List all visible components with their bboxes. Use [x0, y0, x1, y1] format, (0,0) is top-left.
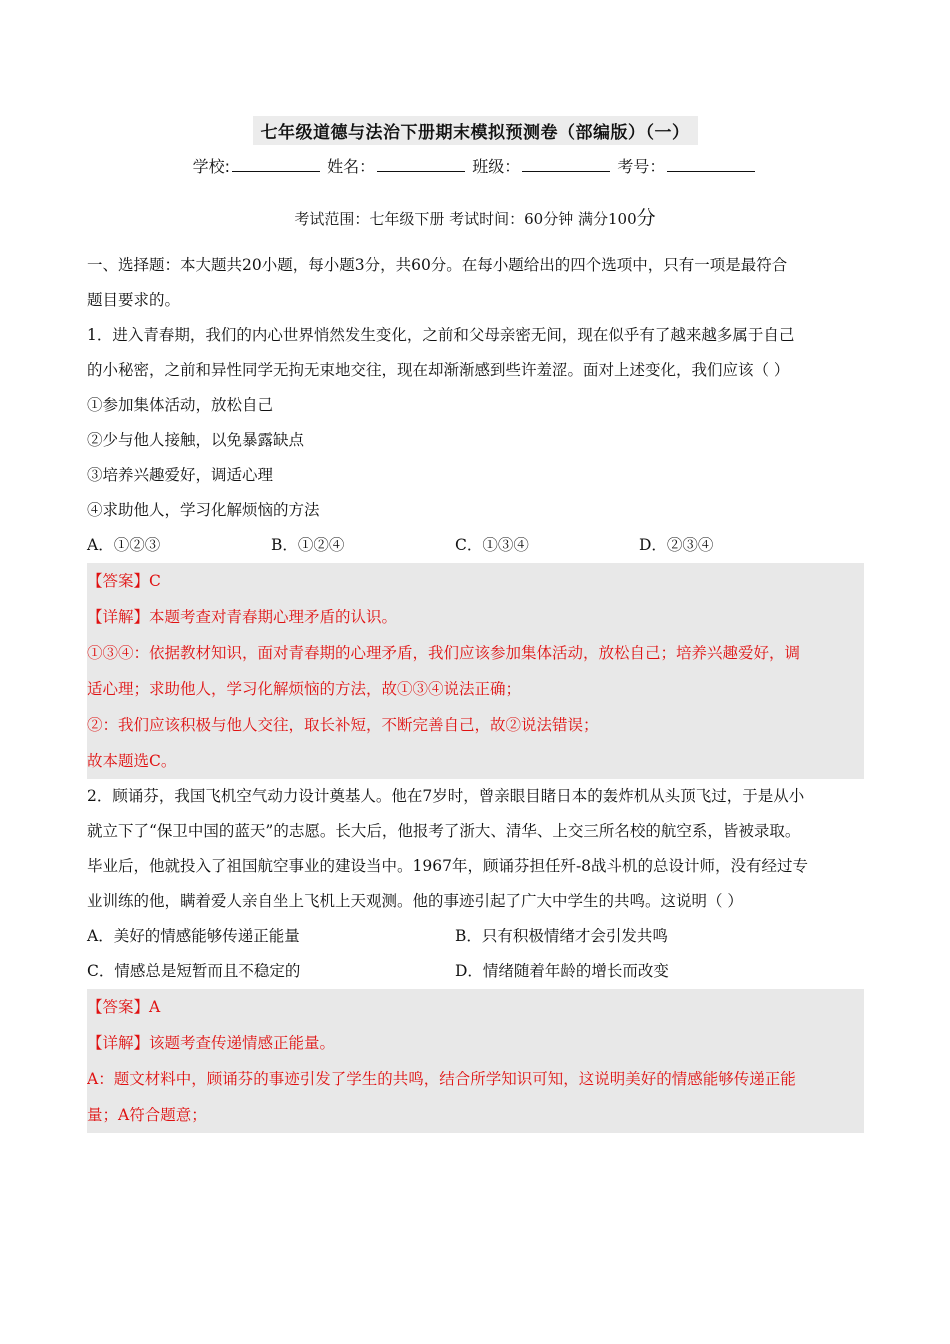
q1-item-1: ①参加集体活动，放松自己 [87, 396, 274, 414]
school-label: 学校: [192, 157, 231, 176]
q2-option-a: A．美好的情感能够传递正能量 [87, 927, 300, 945]
q2-answer: 【答案】A [87, 998, 161, 1016]
name-blank [377, 157, 465, 172]
q1-option-a: A．①②③ [87, 536, 161, 554]
q2-options-row2 [87, 954, 864, 989]
q1-explain-head: 【详解】本题考查对青春期心理矛盾的认识。 [87, 608, 398, 626]
exam-title: 七年级道德与法治下册期末模拟预测卷（部编版）（一） [253, 116, 698, 145]
q2-options-row1 [87, 919, 864, 954]
q1-item-3: ③培养兴趣爱好，调适心理 [87, 466, 274, 484]
q2-stem-line3: 毕业后，他就投入了祖国航空事业的建设当中。1967年，顾诵芬担任歼-8战斗机的总设计师，没有经过专 [87, 857, 809, 875]
q1-explain-1a: ①③④：依据教材知识，面对青春期的心理矛盾，我们应该参加集体活动，放松自己；培养兴趣爱好，调 [87, 644, 801, 662]
q2-option-d: D．情绪随着年龄的增长而改变 [455, 962, 669, 980]
class-blank [522, 157, 610, 172]
q1-explain-3: 故本题选C。 [87, 752, 177, 770]
q2-stem-line1: 2．顾诵芬，我国飞机空气动力设计奠基人。他在7岁时，曾亲眼目睹日本的轰炸机从头顶飞过，于是从小 [87, 787, 805, 805]
section-instruction-line1: 一、选择题：本大题共20小题，每小题3分，共60分。在每小题给出的四个选项中，只有一项是最符合 [87, 256, 788, 274]
q2-explain-head: 【详解】该题考查传递情感正能量。 [87, 1034, 336, 1052]
number-label: 考号： [617, 157, 666, 176]
q2-stem-line4: 业训练的他，瞒着爱人亲自坐上飞机上天观测。他的事迹引起了广大中学生的共鸣。这说明（ ） [87, 892, 743, 910]
q1-item-4: ④求助他人，学习化解烦恼的方法 [87, 501, 320, 519]
q2-option-b: B．只有积极情绪才会引发共鸣 [455, 927, 668, 945]
q1-answer-box [87, 563, 864, 779]
q1-option-c: C．①③④ [455, 536, 529, 554]
q1-explain-1b: 适心理；求助他人，学习化解烦恼的方法，故①③④说法正确； [87, 680, 522, 698]
q1-item-2: ②少与他人接触，以免暴露缺点 [87, 431, 305, 449]
q1-option-b: B．①②④ [271, 536, 345, 554]
q1-stem-line2: 的小秘密，之前和异性同学无拘无束地交往，现在却渐渐感到些许羞涩。面对上述变化，我们应该（ ） [87, 361, 790, 379]
q2-explain-1a: A：题文材料中，顾诵芬的事迹引发了学生的共鸣，结合所学知识可知，这说明美好的情感能够传递正能 [87, 1070, 796, 1088]
student-info-row [0, 154, 950, 177]
q1-explain-2: ②：我们应该积极与他人交往，取长补短，不断完善自己，故②说法错误； [87, 716, 599, 734]
exam-scope [0, 203, 950, 230]
name-label: 姓名： [327, 157, 376, 176]
q1-option-d: D．②③④ [639, 536, 714, 554]
q2-answer-box [87, 989, 864, 1133]
q1-answer: 【答案】C [87, 572, 161, 590]
school-blank [232, 157, 320, 172]
exam-content [87, 248, 864, 1133]
q2-explain-1b: 量；A符合题意； [87, 1106, 207, 1124]
exam-scope-text: 考试范围：七年级下册 考试时间：60分钟 满分100 [294, 210, 637, 228]
number-blank [667, 157, 755, 172]
class-label: 班级： [472, 157, 521, 176]
section-instruction-line2: 题目要求的。 [87, 291, 181, 309]
q1-options [87, 528, 864, 563]
q1-stem-line1: 1．进入青春期，我们的内心世界悄然发生变化，之前和父母亲密无间，现在似乎有了越来越多属于自己 [87, 326, 795, 344]
q2-option-c: C．情感总是短暂而且不稳定的 [87, 962, 301, 980]
score-unit: 分 [636, 207, 656, 229]
q2-stem-line2: 就立下了“保卫中国的蓝天”的志愿。长大后，他报考了浙大、清华、上交三所名校的航空系，皆被录取。 [87, 822, 801, 840]
